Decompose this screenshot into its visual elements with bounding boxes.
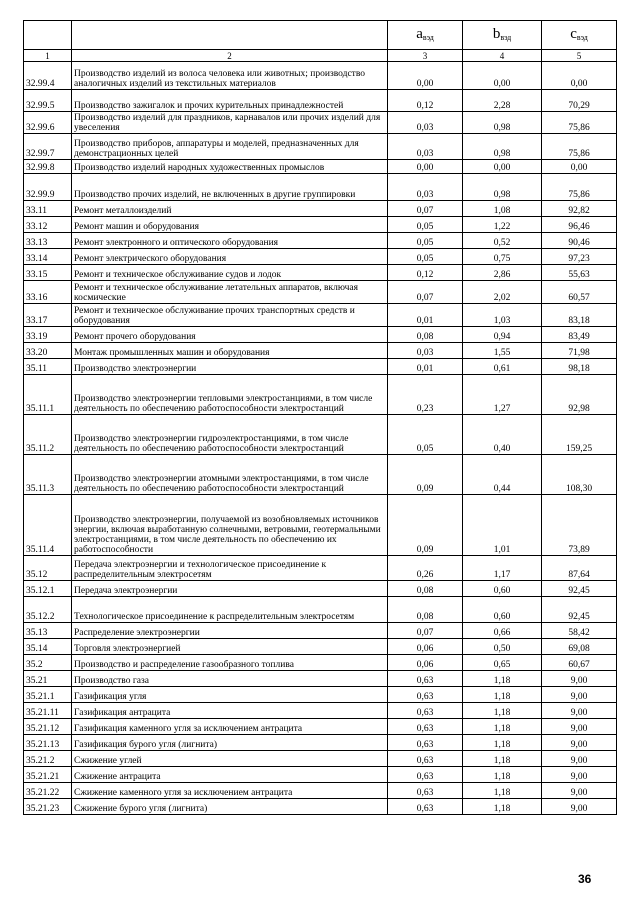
row-value-a: 0,63 <box>388 703 463 719</box>
row-value-b: 1,08 <box>463 201 542 217</box>
table-row <box>24 327 617 343</box>
table-row <box>24 62 617 90</box>
row-value-b: 1,18 <box>463 719 542 735</box>
row-value-c: 92,98 <box>542 375 617 415</box>
row-value-b: 0,98 <box>463 134 542 160</box>
row-value-b: 0,66 <box>463 623 542 639</box>
row-activity-name: Сжижение антрацита <box>72 767 388 783</box>
table-row <box>24 304 617 327</box>
row-value-c: 0,00 <box>542 62 617 90</box>
row-code: 33.19 <box>24 327 72 343</box>
row-code: 32.99.4 <box>24 62 72 90</box>
row-value-c: 60,57 <box>542 281 617 304</box>
row-value-c: 55,63 <box>542 265 617 281</box>
row-code: 33.13 <box>24 233 72 249</box>
row-activity-name: Производство приборов, аппаратуры и моделей, предназначенных для демонстрационных целей <box>72 134 388 160</box>
row-value-c: 58,42 <box>542 623 617 639</box>
row-value-b: 1,03 <box>463 304 542 327</box>
table-row <box>24 783 617 799</box>
row-value-b: 0,50 <box>463 639 542 655</box>
row-value-c: 97,23 <box>542 249 617 265</box>
column-numbers-row <box>24 50 617 62</box>
row-value-b: 1,18 <box>463 751 542 767</box>
page-number: 36 <box>578 872 592 886</box>
row-value-c: 9,00 <box>542 735 617 751</box>
row-code: 33.14 <box>24 249 72 265</box>
row-value-b: 1,18 <box>463 687 542 703</box>
row-activity-name: Передача электроэнергии и технологическое присоединение к распределительным электросетям <box>72 556 388 581</box>
row-activity-name: Ремонт металлоизделий <box>72 201 388 217</box>
row-value-c: 9,00 <box>542 719 617 735</box>
row-code: 35.2 <box>24 655 72 671</box>
table-row <box>24 281 617 304</box>
row-code: 33.12 <box>24 217 72 233</box>
row-activity-name: Технологическое присоединение к распределительным электросетям <box>72 597 388 623</box>
row-value-c: 69,08 <box>542 639 617 655</box>
row-value-a: 0,05 <box>388 249 463 265</box>
row-value-c: 9,00 <box>542 671 617 687</box>
row-value-b: 1,22 <box>463 217 542 233</box>
row-value-b: 0,40 <box>463 415 542 455</box>
header-col-c: $c_{вэд}$ <box>542 21 617 50</box>
row-activity-name: Ремонт и техническое обслуживание прочих транспортных средств и оборудования <box>72 304 388 327</box>
row-activity-name: Производство газа <box>72 671 388 687</box>
row-code: 32.99.6 <box>24 112 72 134</box>
header-name-cell <box>72 21 388 50</box>
row-activity-name: Торговля электроэнергией <box>72 639 388 655</box>
row-value-a: 0,01 <box>388 304 463 327</box>
row-code: 33.20 <box>24 343 72 359</box>
row-code: 35.11.1 <box>24 375 72 415</box>
coefficients-table <box>23 20 617 815</box>
row-activity-name: Газификация угля <box>72 687 388 703</box>
header-row <box>24 21 617 50</box>
table-row <box>24 112 617 134</box>
row-code: 35.12 <box>24 556 72 581</box>
row-value-a: 0,06 <box>388 655 463 671</box>
row-activity-name: Газификация каменного угля за исключением антрацита <box>72 719 388 735</box>
table-row <box>24 719 617 735</box>
table-row <box>24 359 617 375</box>
row-value-b: 0,98 <box>463 174 542 201</box>
row-value-c: 0,00 <box>542 160 617 174</box>
row-value-a: 0,63 <box>388 735 463 751</box>
row-value-c: 83,18 <box>542 304 617 327</box>
row-code: 35.11 <box>24 359 72 375</box>
row-value-a: 0,07 <box>388 201 463 217</box>
row-value-b: 1,18 <box>463 671 542 687</box>
row-value-c: 98,18 <box>542 359 617 375</box>
column-number: 2 <box>72 50 388 62</box>
table-row <box>24 201 617 217</box>
row-activity-name: Производство электроэнергии гидроэлектростанциями, в том числе деятельность по обеспечению работоспособности электростанций <box>72 415 388 455</box>
row-value-a: 0,03 <box>388 134 463 160</box>
row-code: 35.12.1 <box>24 581 72 597</box>
row-value-a: 0,26 <box>388 556 463 581</box>
row-value-b: 0,00 <box>463 62 542 90</box>
row-value-c: 71,98 <box>542 343 617 359</box>
row-value-c: 87,64 <box>542 556 617 581</box>
row-value-a: 0,63 <box>388 767 463 783</box>
row-value-c: 9,00 <box>542 767 617 783</box>
table-row <box>24 639 617 655</box>
row-value-b: 0,94 <box>463 327 542 343</box>
row-code: 35.12.2 <box>24 597 72 623</box>
header-code-cell <box>24 21 72 50</box>
row-value-a: 0,06 <box>388 639 463 655</box>
row-value-a: 0,12 <box>388 90 463 112</box>
row-code: 32.99.7 <box>24 134 72 160</box>
row-value-b: 2,28 <box>463 90 542 112</box>
table-row <box>24 735 617 751</box>
row-code: 35.21.1 <box>24 687 72 703</box>
row-value-a: 0,03 <box>388 112 463 134</box>
row-value-b: 2,86 <box>463 265 542 281</box>
row-value-c: 9,00 <box>542 799 617 815</box>
table-row <box>24 455 617 495</box>
table-row <box>24 687 617 703</box>
row-code: 35.21.23 <box>24 799 72 815</box>
row-activity-name: Ремонт электрического оборудования <box>72 249 388 265</box>
row-value-a: 0,63 <box>388 687 463 703</box>
row-value-b: 0,98 <box>463 112 542 134</box>
row-activity-name: Ремонт электронного и оптического оборудования <box>72 233 388 249</box>
row-value-a: 0,03 <box>388 343 463 359</box>
table-row <box>24 703 617 719</box>
row-value-b: 1,18 <box>463 703 542 719</box>
row-code: 33.11 <box>24 201 72 217</box>
row-value-a: 0,08 <box>388 597 463 623</box>
row-value-c: 9,00 <box>542 703 617 719</box>
table-row <box>24 799 617 815</box>
row-value-c: 90,46 <box>542 233 617 249</box>
table-row <box>24 233 617 249</box>
table-row <box>24 160 617 174</box>
row-value-a: 0,63 <box>388 719 463 735</box>
row-value-c: 70,29 <box>542 90 617 112</box>
row-value-c: 83,49 <box>542 327 617 343</box>
row-value-a: 0,63 <box>388 671 463 687</box>
row-code: 35.11.3 <box>24 455 72 495</box>
row-value-a: 0,09 <box>388 495 463 556</box>
row-value-c: 159,25 <box>542 415 617 455</box>
row-value-b: 1,18 <box>463 767 542 783</box>
row-value-b: 1,17 <box>463 556 542 581</box>
row-value-a: 0,23 <box>388 375 463 415</box>
table-row <box>24 495 617 556</box>
row-value-a: 0,05 <box>388 217 463 233</box>
header-col-b: $b_{вэд}$ <box>463 21 542 50</box>
row-value-c: 92,45 <box>542 597 617 623</box>
header-col-a: $a_{вэд}$ <box>388 21 463 50</box>
row-value-a: 0,08 <box>388 581 463 597</box>
table-row <box>24 265 617 281</box>
row-activity-name: Ремонт машин и оборудования <box>72 217 388 233</box>
row-code: 33.17 <box>24 304 72 327</box>
row-value-a: 0,00 <box>388 160 463 174</box>
row-value-a: 0,08 <box>388 327 463 343</box>
row-value-a: 0,07 <box>388 281 463 304</box>
row-code: 35.21.11 <box>24 703 72 719</box>
row-activity-name: Ремонт прочего оборудования <box>72 327 388 343</box>
row-value-b: 0,00 <box>463 160 542 174</box>
table-row <box>24 556 617 581</box>
column-number: 4 <box>463 50 542 62</box>
table-row <box>24 623 617 639</box>
row-code: 33.15 <box>24 265 72 281</box>
row-activity-name: Распределение электроэнергии <box>72 623 388 639</box>
row-code: 35.11.2 <box>24 415 72 455</box>
table-row <box>24 174 617 201</box>
row-value-a: 0,12 <box>388 265 463 281</box>
row-activity-name: Производство электроэнергии, получаемой из возобновляемых источников энергии, включая выработанную солнечными, ветровыми, геотермальными электростанциями, в том числе деятельность по обеспечению их работоспособности <box>72 495 388 556</box>
row-activity-name: Производство изделий из волоса человека или животных; производство аналогичных изделий из текстильных материалов <box>72 62 388 90</box>
row-value-c: 9,00 <box>542 751 617 767</box>
table-row <box>24 415 617 455</box>
table-row <box>24 671 617 687</box>
table-row <box>24 343 617 359</box>
column-number: 3 <box>388 50 463 62</box>
row-code: 35.21 <box>24 671 72 687</box>
row-activity-name: Производство электроэнергии тепловыми электростанциями, в том числе деятельность по обеспечению работоспособности электростанций <box>72 375 388 415</box>
table-row <box>24 767 617 783</box>
row-activity-name: Сжижение бурого угля (лигнита) <box>72 799 388 815</box>
row-activity-name: Ремонт и техническое обслуживание судов и лодок <box>72 265 388 281</box>
row-value-c: 96,46 <box>542 217 617 233</box>
row-activity-name: Производство зажигалок и прочих курительных принадлежностей <box>72 90 388 112</box>
row-value-a: 0,05 <box>388 233 463 249</box>
row-activity-name: Производство прочих изделий, не включенных в другие группировки <box>72 174 388 201</box>
table-row <box>24 751 617 767</box>
row-value-c: 75,86 <box>542 174 617 201</box>
row-value-a: 0,63 <box>388 751 463 767</box>
row-value-c: 9,00 <box>542 783 617 799</box>
row-value-b: 0,60 <box>463 597 542 623</box>
row-value-c: 73,89 <box>542 495 617 556</box>
row-value-a: 0,03 <box>388 174 463 201</box>
row-value-b: 1,18 <box>463 735 542 751</box>
row-code: 35.11.4 <box>24 495 72 556</box>
column-number: 1 <box>24 50 72 62</box>
row-value-b: 0,44 <box>463 455 542 495</box>
row-value-a: 0,63 <box>388 799 463 815</box>
row-value-b: 0,60 <box>463 581 542 597</box>
row-activity-name: Производство и распределение газообразного топлива <box>72 655 388 671</box>
row-activity-name: Производство электроэнергии атомными электростанциями, в том числе деятельность по обеспечению работоспособности электростанций <box>72 455 388 495</box>
row-activity-name: Сжижение каменного угля за исключением антрацита <box>72 783 388 799</box>
row-value-c: 75,86 <box>542 112 617 134</box>
row-code: 35.21.22 <box>24 783 72 799</box>
table-row <box>24 581 617 597</box>
table-row <box>24 90 617 112</box>
row-value-c: 9,00 <box>542 687 617 703</box>
row-code: 32.99.5 <box>24 90 72 112</box>
row-activity-name: Сжижение углей <box>72 751 388 767</box>
row-activity-name: Газификация бурого угля (лигнита) <box>72 735 388 751</box>
row-value-b: 1,55 <box>463 343 542 359</box>
column-number: 5 <box>542 50 617 62</box>
table-row <box>24 249 617 265</box>
table-row <box>24 134 617 160</box>
row-activity-name: Передача электроэнергии <box>72 581 388 597</box>
row-code: 33.16 <box>24 281 72 304</box>
table-row <box>24 597 617 623</box>
row-value-b: 1,27 <box>463 375 542 415</box>
row-code: 35.21.2 <box>24 751 72 767</box>
row-activity-name: Монтаж промышленных машин и оборудования <box>72 343 388 359</box>
row-value-a: 0,63 <box>388 783 463 799</box>
row-value-b: 1,18 <box>463 783 542 799</box>
row-value-c: 92,45 <box>542 581 617 597</box>
row-activity-name: Ремонт и техническое обслуживание летательных аппаратов, включая космические <box>72 281 388 304</box>
row-value-a: 0,09 <box>388 455 463 495</box>
row-code: 35.21.12 <box>24 719 72 735</box>
row-value-a: 0,01 <box>388 359 463 375</box>
row-value-b: 0,52 <box>463 233 542 249</box>
row-value-c: 108,30 <box>542 455 617 495</box>
row-value-b: 1,01 <box>463 495 542 556</box>
row-code: 32.99.8 <box>24 160 72 174</box>
row-value-a: 0,00 <box>388 62 463 90</box>
row-value-a: 0,07 <box>388 623 463 639</box>
row-code: 32.99.9 <box>24 174 72 201</box>
table-row <box>24 217 617 233</box>
row-activity-name: Производство электроэнергии <box>72 359 388 375</box>
row-value-c: 75,86 <box>542 134 617 160</box>
row-code: 35.13 <box>24 623 72 639</box>
row-value-a: 0,05 <box>388 415 463 455</box>
row-activity-name: Производство изделий народных художественных промыслов <box>72 160 388 174</box>
row-value-b: 1,18 <box>463 799 542 815</box>
row-value-c: 60,67 <box>542 655 617 671</box>
row-value-b: 0,65 <box>463 655 542 671</box>
row-code: 35.14 <box>24 639 72 655</box>
row-code: 35.21.13 <box>24 735 72 751</box>
table-row <box>24 655 617 671</box>
row-code: 35.21.21 <box>24 767 72 783</box>
table-row <box>24 375 617 415</box>
row-value-b: 0,75 <box>463 249 542 265</box>
row-activity-name: Газификация антрацита <box>72 703 388 719</box>
row-value-c: 92,82 <box>542 201 617 217</box>
row-activity-name: Производство изделий для праздников, карнавалов или прочих изделий для увеселения <box>72 112 388 134</box>
row-value-b: 0,61 <box>463 359 542 375</box>
row-value-b: 2,02 <box>463 281 542 304</box>
